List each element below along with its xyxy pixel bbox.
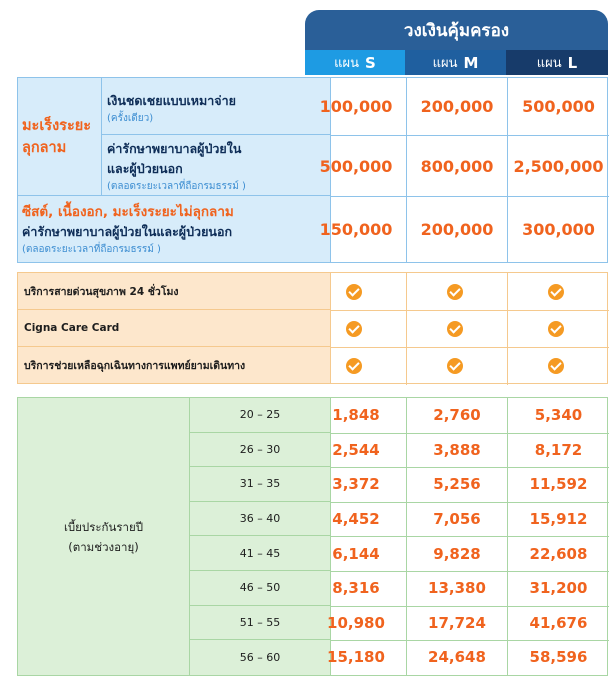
plan-m-label: แผน	[432, 56, 458, 71]
age-range-cell: 26 – 30	[190, 433, 331, 468]
premium-value-l: 22,608	[529, 544, 588, 563]
check-icon	[548, 321, 564, 337]
coverage-table	[17, 77, 608, 263]
coverage-value: 2,500,000	[513, 156, 604, 176]
row-lump-sum-cell	[102, 78, 331, 135]
annual-premium-subtitle: (ตามช่วงอายุ)	[68, 539, 139, 554]
row-lump-sum-title: เงินชดเชยแบบเหมาจ่าย	[107, 93, 236, 108]
premium-value-m: 7,056	[433, 510, 481, 529]
premium-value-s: 3,372	[332, 475, 380, 494]
plan-m-header	[405, 50, 506, 75]
premium-value-l: 41,676	[529, 613, 588, 632]
premium-value-m: 13,380	[428, 579, 486, 598]
premium-value-s: 1,848	[332, 406, 380, 425]
coverage-value: 100,000	[319, 97, 393, 116]
premium-value-s: 4,452	[332, 510, 380, 529]
premium-value-m: 17,724	[428, 613, 486, 632]
coverage-value: 800,000	[420, 156, 494, 176]
services-table	[17, 272, 608, 384]
divider	[406, 273, 407, 385]
premium-value-s: 6,144	[332, 544, 380, 563]
premium-value-l: 11,592	[529, 475, 588, 494]
row-treatment-note: (ตลอดระยะเวลาที่ถือกรมธรรม์ )	[107, 181, 246, 192]
premium-value-s: 15,180	[327, 648, 385, 667]
check-icon	[548, 358, 564, 374]
row-treatment-title-2: และผู้ป่วยนอก	[107, 161, 183, 176]
coverage-value: 500,000	[319, 156, 393, 176]
plan-s-header	[305, 50, 405, 75]
premium-value-m: 3,888	[433, 440, 481, 459]
age-range-cell: 56 – 60	[190, 640, 331, 675]
premium-value-l: 15,912	[529, 510, 588, 529]
check-icon	[346, 321, 362, 337]
plan-l-label: แผน	[536, 56, 562, 71]
premium-value-s: 2,544	[332, 440, 380, 459]
plan-s-code: S	[365, 53, 376, 72]
row-treatment-cell	[102, 135, 331, 196]
plan-m-code: M	[463, 53, 479, 72]
age-range-cell: 46 – 50	[190, 571, 331, 606]
premium-value-l: 8,172	[534, 440, 583, 459]
service-hotline-label: บริการสายด่วนสุขภาพ 24 ชั่วโมง	[18, 273, 331, 310]
annual-premium-label	[18, 398, 190, 675]
divider	[331, 310, 609, 311]
check-icon	[346, 284, 362, 300]
premium-value-s: 8,316	[332, 579, 380, 598]
row-non-invasive-subtitle: ค่ารักษาพยาบาลผู้ป่วยในและผู้ป่วยนอก	[22, 224, 233, 239]
premium-value-l: 31,200	[529, 579, 588, 598]
coverage-value: 200,000	[420, 220, 494, 239]
age-range-cell: 51 – 55	[190, 606, 331, 641]
coverage-value: 300,000	[522, 220, 595, 239]
annual-premium-title: เบี้ยประกันรายปี	[63, 519, 144, 534]
divider	[507, 398, 508, 675]
divider	[507, 273, 508, 385]
check-icon	[548, 284, 564, 300]
plan-l-code: L	[567, 53, 578, 72]
check-icon	[447, 358, 463, 374]
check-icon	[447, 284, 463, 300]
age-range-cell: 36 – 40	[190, 502, 331, 537]
age-range-cell: 31 – 35	[190, 467, 331, 502]
divider	[406, 398, 407, 675]
coverage-value: 200,000	[420, 97, 494, 116]
age-range-cell: 41 – 45	[190, 536, 331, 571]
coverage-header-title: วงเงินคุ้มครอง	[305, 10, 608, 50]
premium-value-m: 5,256	[433, 475, 481, 494]
coverage-value: 500,000	[522, 97, 595, 116]
age-range-cell: 20 – 25	[190, 398, 331, 433]
premium-value-m: 24,648	[428, 648, 486, 667]
plan-s-label: แผน	[334, 56, 360, 71]
row-non-invasive-title: ซีสต์, เนื้องอก, มะเร็งระยะไม่ลุกลาม	[22, 204, 234, 220]
row-non-invasive-note: (ตลอดระยะเวลาที่ถือกรมธรรม์ )	[22, 244, 161, 255]
premium-value-l: 58,596	[529, 648, 588, 667]
check-icon	[447, 321, 463, 337]
row-treatment-title-1: ค่ารักษาพยาบาลผู้ป่วยใน	[107, 141, 242, 156]
plan-l-header	[506, 50, 608, 75]
group-invasive-cancer-title: มะเร็งระยะลุกลาม	[22, 117, 92, 156]
premium-value-s: 10,980	[327, 613, 385, 632]
row-non-invasive-cell	[18, 196, 331, 262]
coverage-value: 150,000	[319, 220, 393, 239]
check-icon	[346, 358, 362, 374]
service-care-card-label: Cigna Care Card	[18, 310, 331, 347]
row-lump-sum-note: (ครั้งเดียว)	[107, 113, 154, 124]
premium-table	[17, 397, 608, 676]
premium-value-l: 5,340	[534, 406, 583, 425]
service-travel-emergency-label: บริการช่วยเหลือฉุกเฉินทางการแพทย์ยามเดินทาง	[18, 347, 331, 383]
premium-value-m: 9,828	[433, 544, 481, 563]
divider	[331, 347, 609, 348]
group-invasive-cancer-cell	[18, 78, 102, 196]
premium-value-m: 2,760	[433, 406, 481, 425]
